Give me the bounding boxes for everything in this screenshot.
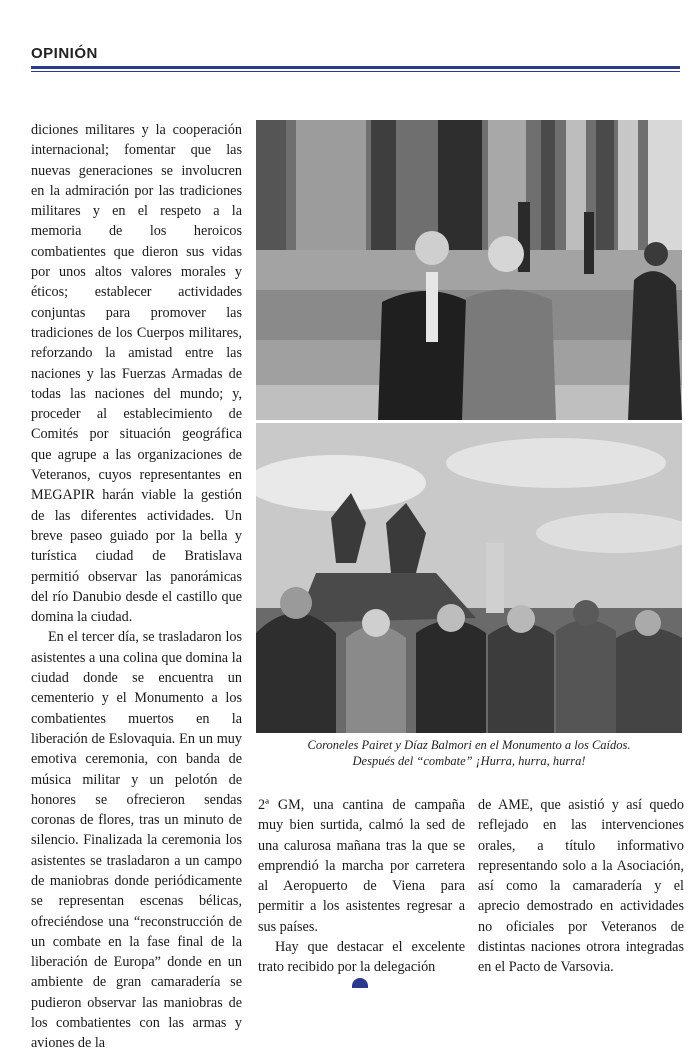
- section-label: OPINIÓN: [31, 45, 98, 62]
- paragraph: 2ª GM, una cantina de campaña muy bien surtida, calmó la sed de una calurosa mañana tras la que se emprendió la marcha por carretera al Aeropuerto de Viena para permitir a los asistentes regresar a sus países.: [258, 797, 465, 935]
- page-marker: [352, 978, 368, 988]
- paragraph: Hay que destacar el excelente trato recibido por la delegación: [258, 939, 465, 976]
- caption-line-2: Después del “combate” ¡Hurra, hurra, hurra!: [352, 754, 586, 768]
- header-rule-thin: [31, 71, 680, 72]
- paragraph: En el tercer día, se trasladaron los asistentes a una colina que domina la ciudad donde se encuentra un cementerio y el Monumento a los combatientes muertos en la liberación de Eslovaquia. En un muy emotiva ceremonia, con banda de música militar y un pelotón de honores se ofrecieron sendas coronas de flores, tras un minuto de silencio. Finalizada la ceremonia los asistentes se trasladaron a un campo de maniobras donde periódicamente se representan escenas bélicas, ofreciéndose una “reconstrucción de un combate en la fase final de la liberación de Europa” donde en un ambiente de gran camaradería se pudieron observar las maniobras de los combatientes con las armas y aviones de la: [31, 629, 242, 1052]
- paragraph: de AME, que asistió y así quedo reflejado en las intervenciones orales, a título informativo representando solo a la Asociación, así como la camaradería y el aprecio demostrado en actividades no oficiales por Veteranos de distintas naciones otrora integradas en el Pacto de Varsovia.: [478, 797, 684, 976]
- text-column-3: [478, 795, 684, 978]
- photo-monument-colonels: [256, 120, 682, 420]
- text-column-1: [31, 120, 242, 1054]
- header-rule-thick: [31, 66, 680, 69]
- photo-caption: [256, 737, 682, 769]
- caption-line-1: Coroneles Pairet y Díaz Balmori en el Monumento a los Caídos.: [307, 738, 631, 752]
- paragraph: diciones militares y la cooperación internacional; fomentar que las nuevas generaciones se involucren en la admiración por las tradiciones militares y en el respeto a la memoria de los heroicos combatientes que dieron sus vidas por unos altos valores morales y éticos; establecer actividades conjuntas para promover las tradiciones de los Cuerpos militares, reforzando la amistad entre las naciones y las Fuerzas Armadas de todas las naciones del mundo; y, proceder al establecimiento de Comités por situación geográfica que agrupe a las organizaciones de Veteranos, cuyos representantes en MEGAPIR harán viable la gestión de las diferentes actividades. Un breve paseo guiado por la bella y turística ciudad de Bratislava permitió observar las panorámicas del río Danubio desde el castillo que domina la ciudad.: [31, 122, 242, 626]
- photo-veterans-group: [256, 423, 682, 733]
- text-column-2: [258, 795, 465, 978]
